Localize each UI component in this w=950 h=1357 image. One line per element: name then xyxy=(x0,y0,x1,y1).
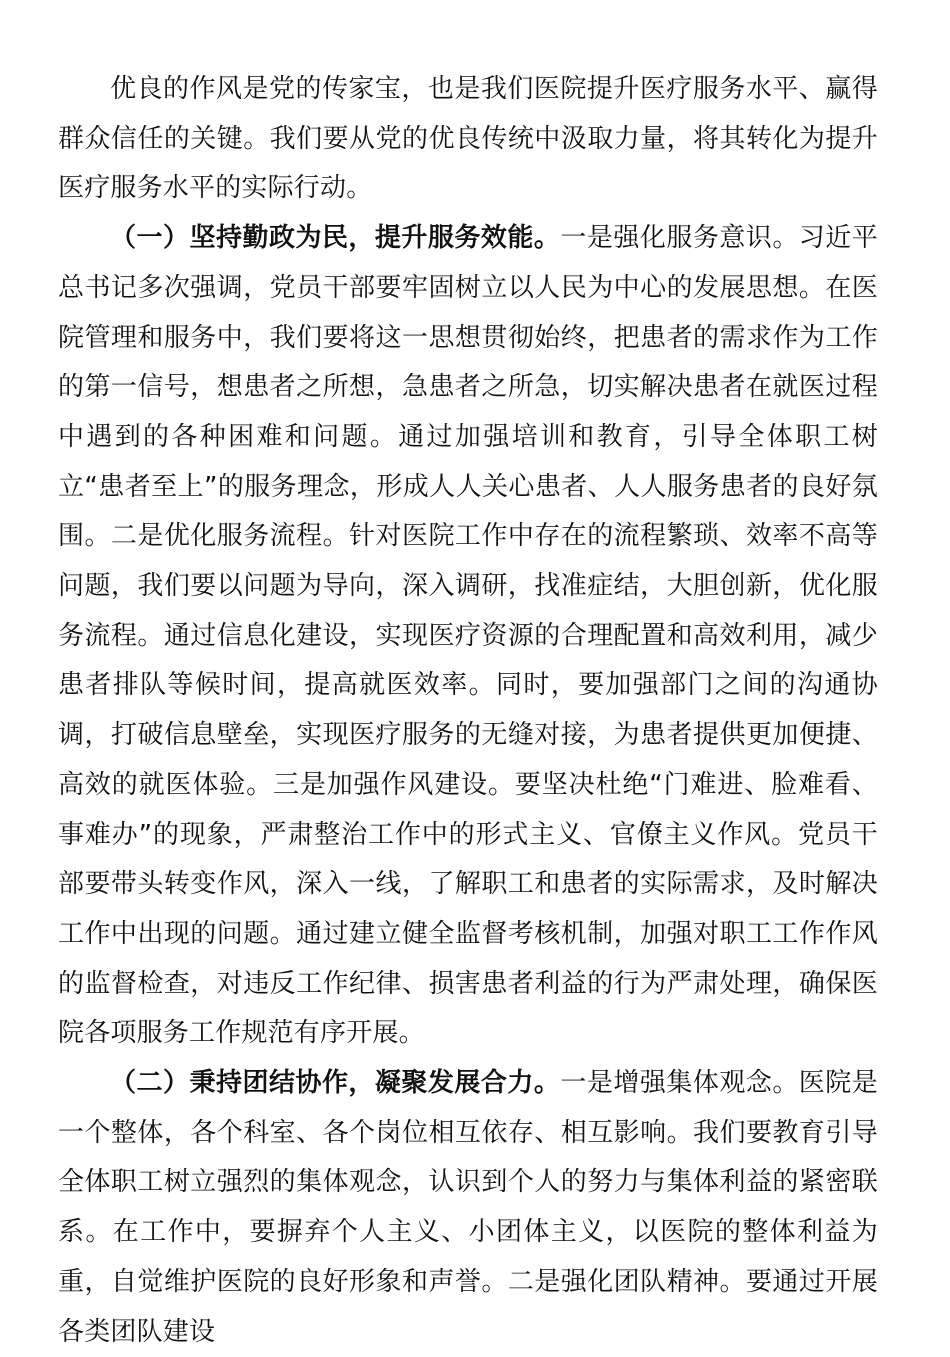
section-one-paragraph xyxy=(58,214,878,1059)
section-heading: （二）秉持团结协作，凝聚发展合力。 xyxy=(110,1068,561,1099)
section-two-paragraph xyxy=(58,1059,878,1357)
intro-paragraph xyxy=(58,65,878,214)
section-heading: （一）坚持勤政为民，提升服务效能。 xyxy=(110,223,561,254)
paragraph-text: 一是增强集体观念。医院是一个整体，各个科室、各个岗位相互依存、相互影响。我们要教育引导全体职工树立强烈的集体观念，认识到个人的努力与集体利益的紧密联系。在工作中，要摒弃个人主义、小团体主义，以医院的整体利益为重，自觉维护医院的良好形象和声誉。二是强化团队精神。要通过开展各类团队建设 xyxy=(58,1068,878,1347)
paragraph-text: 优良的作风是党的传家宝，也是我们医院提升医疗服务水平、赢得群众信任的关键。我们要从党的优良传统中汲取力量，将其转化为提升医疗服务水平的实际行动。 xyxy=(58,74,878,204)
document-page xyxy=(58,65,878,1357)
paragraph-text: 一是强化服务意识。习近平总书记多次强调，党员干部要牢固树立以人民为中心的发展思想。在医院管理和服务中，我们要将这一思想贯彻始终，把患者的需求作为工作的第一信号，想患者之所想，急患者之所急，切实解决患者在就医过程中遇到的各种困难和问题。通过加强培训和教育，引导全体职工树立“患者至上”的服务理念，形成人人关心患者、人人服务患者的良好氛围。二是优化服务流程。针对医院工作中存在的流程繁琐、效率不高等问题，我们要以问题为导向，深入调研，找准症结，大胆创新，优化服务流程。通过信息化建设，实现医疗资源的合理配置和高效利用，减少患者排队等候时间，提高就医效率。同时，要加强部门之间的沟通协调，打破信息壁垒，实现医疗服务的无缝对接，为患者提供更加便捷、高效的就医体验。三是加强作风建设。要坚决杜绝“门难进、脸难看、事难办”的现象，严肃整治工作中的形式主义、官僚主义作风。党员干部要带头转变作风，深入一线，了解职工和患者的实际需求，及时解决工作中出现的问题。通过建立健全监督考核机制，加强对职工工作作风的监督检查，对违反工作纪律、损害患者利益的行为严肃处理，确保医院各项服务工作规范有序开展。 xyxy=(58,223,878,1049)
